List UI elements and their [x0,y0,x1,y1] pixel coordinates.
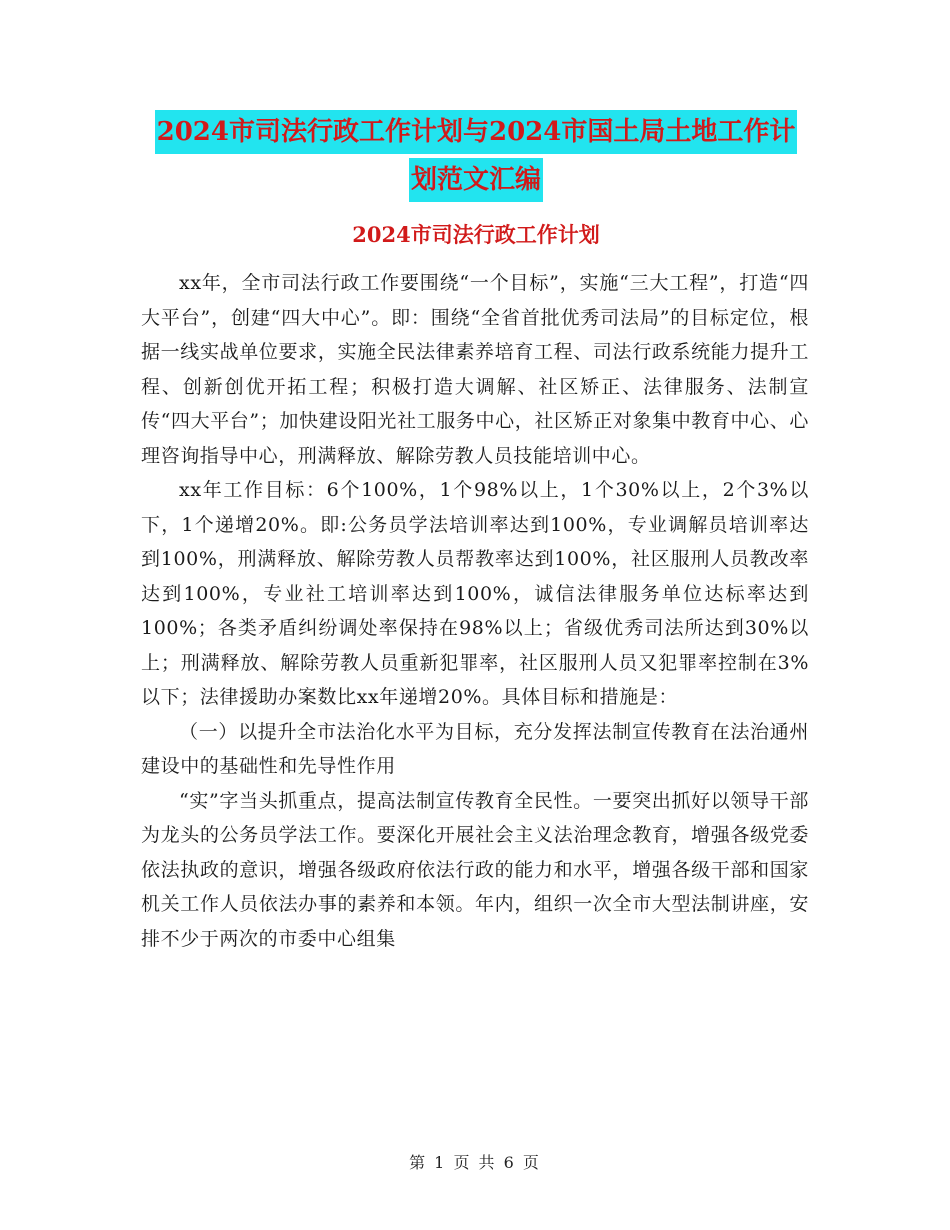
paragraph-goals: xx年工作目标：6个100%，1个98%以上，1个30%以上，2个3%以下，1个递增20%。即:公务员学法培训率达到100%，专业调解员培训率达到100%，刑满释放、解除劳教人员帮教率达到100%，社区服刑人员教改率达到100%，专业社工培训率达到100%，诚信法律服务单位达标率达到100%；各类矛盾纠纷调处率保持在98%以上；省级优秀司法所达到30%以上；刑满释放、解除劳教人员重新犯罪率，社区服刑人员又犯罪率控制在3%以下；法律援助办案数比xx年递增20%。具体目标和措施是： [141,479,809,708]
paragraph-subheading: （一）以提升全市法治化水平为目标，充分发挥法制宣传教育在法治通州建设中的基础性和先导性作用 [141,720,809,777]
paragraph-measures: “实”字当头抓重点，提高法制宣传教育全民性。一要突出抓好以领导干部为龙头的公务员学法工作。要深化开展社会主义法治理念教育，增强各级党委依法执政的意识，增强各级政府依法行政的能力和水平，增强各级干部和国家机关工作人员依法办事的素养和本领。年内，组织一次全市大型法制讲座，安排不少于两次的市委中心组集 [141,789,809,950]
section-title: 2024市司法行政工作计划 [352,222,600,247]
document-title [140,110,812,206]
document-title-line-2: 划范文汇编 [409,158,543,202]
page-footer: 第 1 页 共 6 页 [409,1153,541,1172]
document-title-line-1: 2024市司法行政工作计划与2024市国土局土地工作计 [155,110,798,154]
paragraph-intro: xx年，全市司法行政工作要围绕“一个目标”，实施“三大工程”，打造“四大平台”，创建“四大中心”。即：围绕“全省首批优秀司法局”的目标定位，根据一线实战单位要求，实施全民法律素养培育工程、司法行政系统能力提升工程、创新创优开拓工程；积极打造大调解、社区矫正、法律服务、法制宣传“四大平台”；加快建设阳光社工服务中心，社区矫正对象集中教育中心、心理咨询指导中心，刑满释放、解除劳教人员技能培训中心。 [141,272,809,467]
document-body [141,266,809,956]
